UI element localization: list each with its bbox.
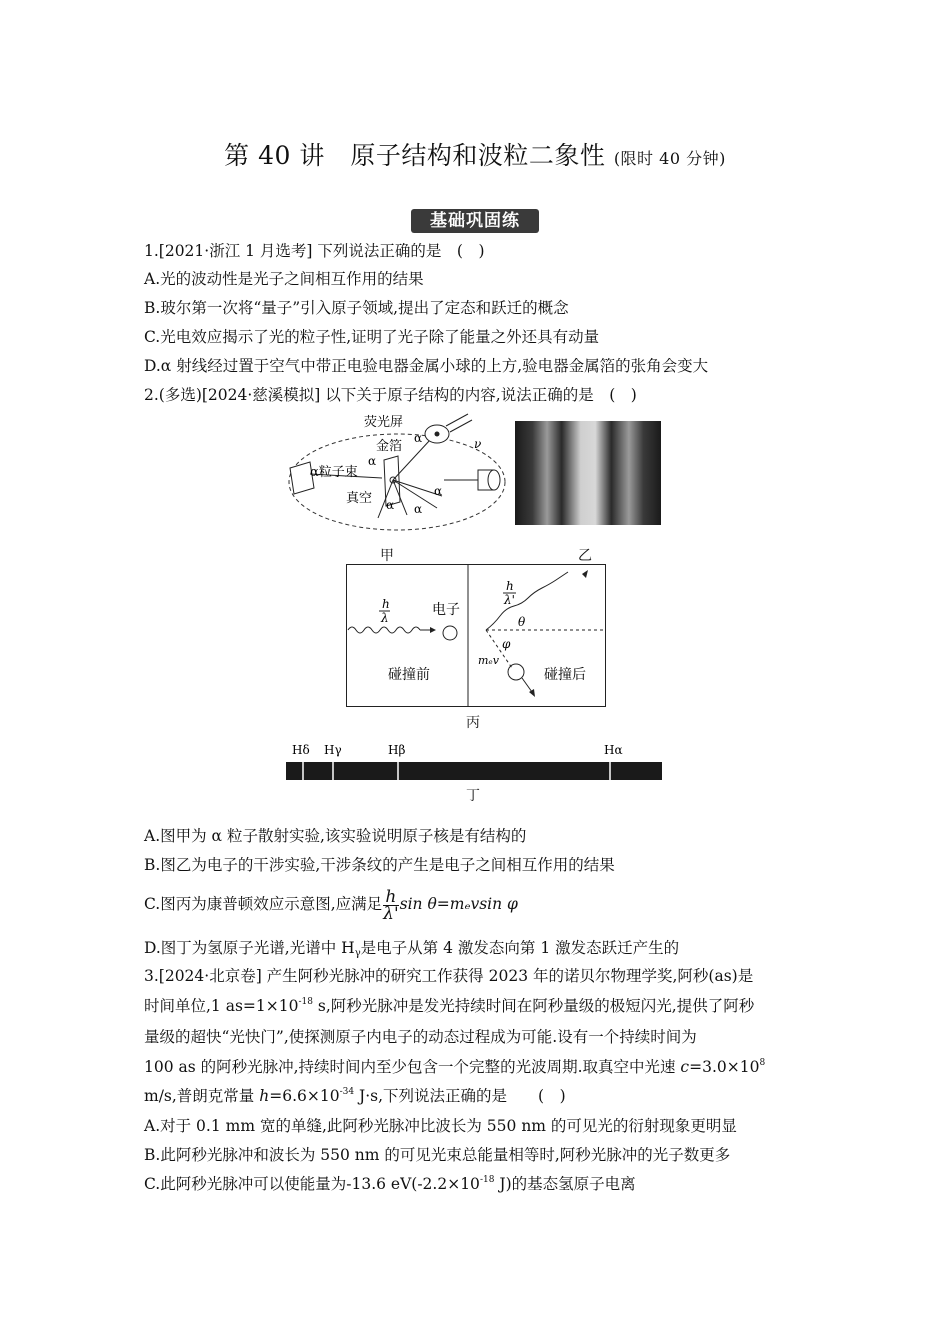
title-main: 第 40 讲 原子结构和波粒二象性 xyxy=(224,141,606,170)
q3-l5-val: =6.6×10 xyxy=(269,1087,340,1105)
caption-bing: 丙 xyxy=(466,715,480,731)
figure-hydrogen-spectrum xyxy=(286,740,664,782)
q2-d-text: D.图丁为氢原子光谱,光谱中 H xyxy=(144,939,355,957)
q1-option-c: C.光电效应揭示了光的粒子性,证明了光子除了能量之外还具有动量 xyxy=(144,328,600,346)
label-h: h xyxy=(382,597,390,611)
q3-l4-c: c xyxy=(680,1058,690,1076)
q3-l5-a: m/s,普朗克常量 xyxy=(144,1087,260,1105)
caption-ding: 丁 xyxy=(466,788,480,804)
q2-option-a: A.图甲为 α 粒子散射实验,该实验说明原子核是有结构的 xyxy=(144,827,527,845)
label-mev: mₑv xyxy=(478,654,499,667)
q3-c-b: J)的基态氢原子电离 xyxy=(494,1175,636,1193)
label-lambda: λ xyxy=(381,611,389,625)
q3-line-1: 3.[2024·北京卷] 产生阿秒光脉冲的研究工作获得 2023 年的诺贝尔物理学奖,阿秒(as)是 xyxy=(144,967,754,985)
q3-l5-h: h xyxy=(259,1087,270,1105)
q1-option-d: D.α 射线经过置于空气中带正电验电器金属小球的上方,验电器金属箔的张角会变大 xyxy=(144,357,709,375)
figure-compton-scattering xyxy=(346,564,606,708)
figure-electron-interference xyxy=(515,421,661,525)
caption-jia: 甲 xyxy=(380,548,394,564)
label-after: 碰撞后 xyxy=(544,667,586,683)
q3-l5-b: J·s,下列说法正确的是 ( ) xyxy=(354,1087,566,1105)
q3-l2-exp: -18 xyxy=(298,997,313,1007)
q3-l2-b: s,阿秒光脉冲是发光持续时间在阿秒量级的极短闪光,提供了阿秒 xyxy=(312,997,755,1015)
q2-option-d xyxy=(144,937,679,959)
q2-option-b: B.图乙为电子的干涉实验,干涉条纹的产生是电子之间相互作用的结果 xyxy=(144,856,615,874)
label-h: h xyxy=(506,579,514,593)
frac-den: λ' xyxy=(383,903,399,924)
q3-l4-exp: 8 xyxy=(759,1058,766,1068)
label-lambda-prime: λ' xyxy=(504,593,515,607)
q2-c-text: C.图丙为康普顿效应示意图,应满足 xyxy=(144,895,383,913)
q3-c-exp: -18 xyxy=(479,1175,495,1185)
q3-line-5 xyxy=(144,1085,566,1107)
q2-d-sub: γ xyxy=(354,948,361,959)
label-alpha: α xyxy=(386,498,395,512)
q3-l4-a: 100 as 的阿秒光脉冲,持续时间内至少包含一个完整的光波周期.取真空中光速 xyxy=(144,1058,681,1076)
q2-stem: 2.(多选)[2024·慈溪模拟] 以下关于原子结构的内容,说法正确的是 ( ) xyxy=(144,386,637,404)
q3-line-2 xyxy=(144,995,754,1017)
label-h-gamma: Hγ xyxy=(324,743,342,757)
label-h-delta: Hδ xyxy=(292,743,310,757)
caption-yi: 乙 xyxy=(578,548,592,564)
q2-d-text-2: 是电子从第 4 激发态向第 1 激发态跃迁产生的 xyxy=(360,939,680,957)
q3-c-a: C.此阿秒光脉冲可以使能量为-13.6 eV(-2.2×10 xyxy=(144,1175,480,1193)
q2-option-c xyxy=(144,886,518,922)
figure-alpha-scattering xyxy=(282,410,512,535)
q3-option-c xyxy=(144,1173,636,1195)
q1-stem: 1.[2021·浙江 1 月选考] 下列说法正确的是 ( ) xyxy=(144,242,485,260)
q3-l4-val: =3.0×10 xyxy=(689,1058,760,1076)
frac-num: h xyxy=(383,889,398,906)
label-alpha: α xyxy=(368,454,377,468)
label-h-beta: Hβ xyxy=(388,743,406,757)
q1-option-b: B.玻尔第一次将“量子”引入原子领域,提出了定态和跃迁的概念 xyxy=(144,299,569,317)
q3-line-3: 量级的超快“光快门”,使探测原子内电子的动态过程成为可能.设有一个持续时间为 xyxy=(144,1028,697,1046)
label-screen: 荧光屏 xyxy=(364,415,404,430)
title-sub: (限时 40 分钟) xyxy=(613,149,726,168)
q3-l5-exp: -34 xyxy=(339,1087,355,1097)
label-alpha: α xyxy=(414,502,423,516)
label-theta: θ xyxy=(518,615,526,629)
q3-l2-a: 时间单位,1 as=1×10 xyxy=(144,997,299,1015)
page-title xyxy=(0,136,950,172)
label-h-alpha: Hα xyxy=(604,743,623,757)
label-vacuum: 真空 xyxy=(346,491,373,506)
q3-option-a: A.对于 0.1 mm 宽的单缝,此阿秒光脉冲比波长为 550 nm 的可见光的衍射现象更明显 xyxy=(144,1117,737,1135)
label-electron: 电子 xyxy=(432,602,460,618)
label-beam: α粒子束 xyxy=(310,465,358,480)
label-alpha: α xyxy=(414,431,423,445)
q3-option-b: B.此阿秒光脉冲和波长为 550 nm 的可见光束总能量相等时,阿秒光脉冲的光子数更多 xyxy=(144,1146,731,1164)
label-foil: 金箔 xyxy=(376,439,403,454)
section-banner: 基础巩固练 xyxy=(411,209,539,233)
label-nu: ν xyxy=(474,437,482,451)
q2-c-formula: sin θ=mₑvsin φ xyxy=(399,895,518,913)
label-phi: φ xyxy=(502,637,511,651)
q1-option-a: A.光的波动性是光子之间相互作用的结果 xyxy=(144,270,424,288)
label-alpha: α xyxy=(434,484,443,498)
label-before: 碰撞前 xyxy=(388,667,430,683)
q3-line-4 xyxy=(144,1056,765,1078)
fraction-h-over-lambda xyxy=(383,886,399,924)
